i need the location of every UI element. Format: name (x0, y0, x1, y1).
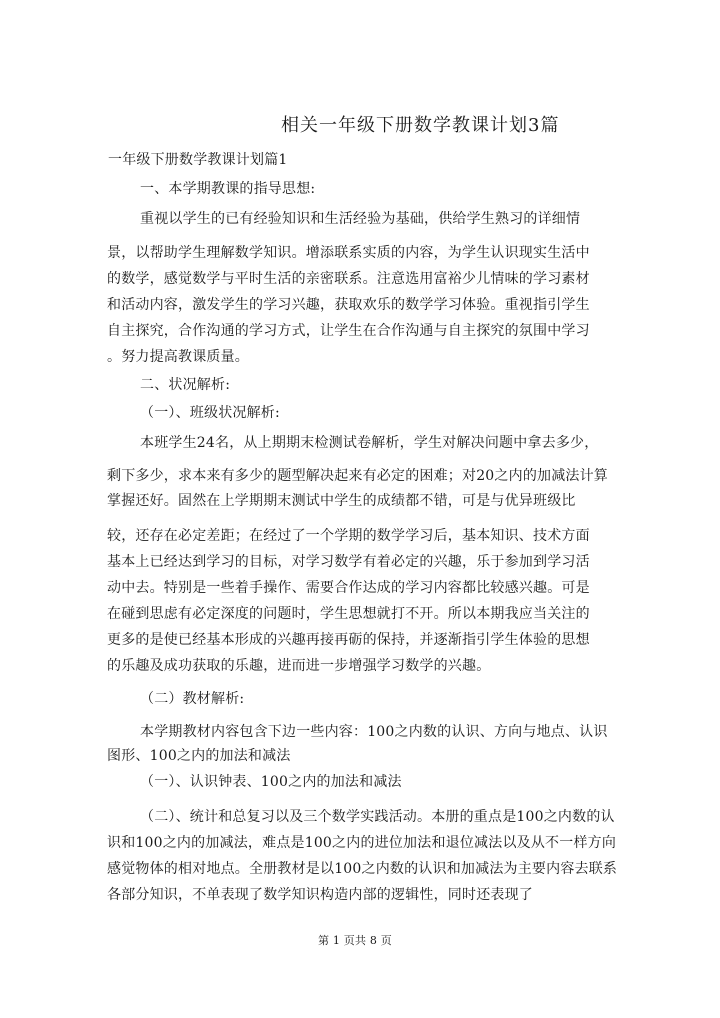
paragraph-line: 感觉物体的相对地点。全册教材是以100之内数的认识和加减法为主要内容去联系 (107, 861, 618, 877)
paragraph-line: 掌握还好。固然在上学期期末测试中学生的成绩都不错，可是与优异班级比 (107, 493, 576, 509)
paragraph-line: （二）、统计和总复习以及三个数学实践活动。本册的重点是100之内数的认 (140, 809, 615, 825)
paragraph-line: 各部分知识，不单表现了数学知识构造内部的逻辑性，同时还表现了 (107, 887, 533, 903)
paragraph-line: 更多的是使已经基本形成的兴趣再接再砺的保持，并逐渐指引学生体验的思想 (107, 632, 590, 648)
subsection-heading: （一）、班级状况解析: (140, 405, 280, 421)
paragraph-line: 图形、100之内的加法和减法 (107, 748, 291, 764)
paragraph-line: 识和100之内的加减法，难点是100之内的进位加法和退位减法以及从不一样方向 (107, 835, 617, 851)
subsection-heading: 一、本学期教课的指导思想: (140, 181, 316, 197)
paragraph-line: 较，还存在必定差距；在经过了一个学期的数学学习后，基本知识、技术方面 (107, 528, 590, 544)
paragraph-line: 景，以帮助学生理解数学知识。增添联系实质的内容，为学生认识现实生活中 (107, 245, 590, 261)
paragraph-line: 的数学，感觉数学与平时生活的亲密联系。注意选用富裕少儿情味的学习素材 (107, 271, 590, 287)
section-heading: 一年级下册数学教课计划篇1 (108, 152, 288, 168)
paragraph-line: 在碰到思虑有必定深度的问题时，学生思想就打不开。所以本期我应当关注的 (107, 606, 590, 622)
subsection-heading: （一）、认识钟表、100之内的加法和减法 (140, 774, 402, 790)
paragraph-line: 基本上已经达到学习的目标，对学习数学有着必定的兴趣，乐于参加到学习活 (107, 554, 590, 570)
paragraph-line: 剩下多少，求本来有多少的题型解决起来有必定的困难；对20之内的加减法计算 (107, 468, 609, 484)
subsection-heading: （二）教材解析: (140, 691, 245, 707)
paragraph-line: 本班学生24名，从上期期末检测试卷解析，学生对解决问题中拿去多少， (140, 435, 599, 451)
paragraph-line: 本学期教材内容包含下边一些内容：100之内数的认识、方向与地点、认识 (140, 724, 608, 740)
paragraph-line: 的乐趣及成功获取的乐趣，进而进一步增强学习数学的兴趣。 (107, 658, 491, 674)
page-footer: 第 1 页共 8 页 (318, 934, 392, 947)
document-title: 相关一年级下册数学教课计划3篇 (281, 115, 560, 136)
paragraph-line: 重视以学生的已有经验知识和生活经验为基础，供给学生熟习的详细情 (140, 211, 581, 227)
subsection-heading: 二、状况解析: (140, 377, 231, 393)
paragraph-line: 。努力提高教课质量。 (107, 349, 249, 365)
paragraph-line: 动中去。特别是一些着手操作、需要合作达成的学习内容都比较感兴趣。可是 (107, 580, 590, 596)
paragraph-line: 和活动内容，激发学生的学习兴趣，获取欢乐的数学学习体验。重视指引学生 (107, 297, 590, 313)
paragraph-line: 自主探究，合作沟通的学习方式，让学生在合作沟通与自主探究的氛围中学习 (107, 323, 590, 339)
